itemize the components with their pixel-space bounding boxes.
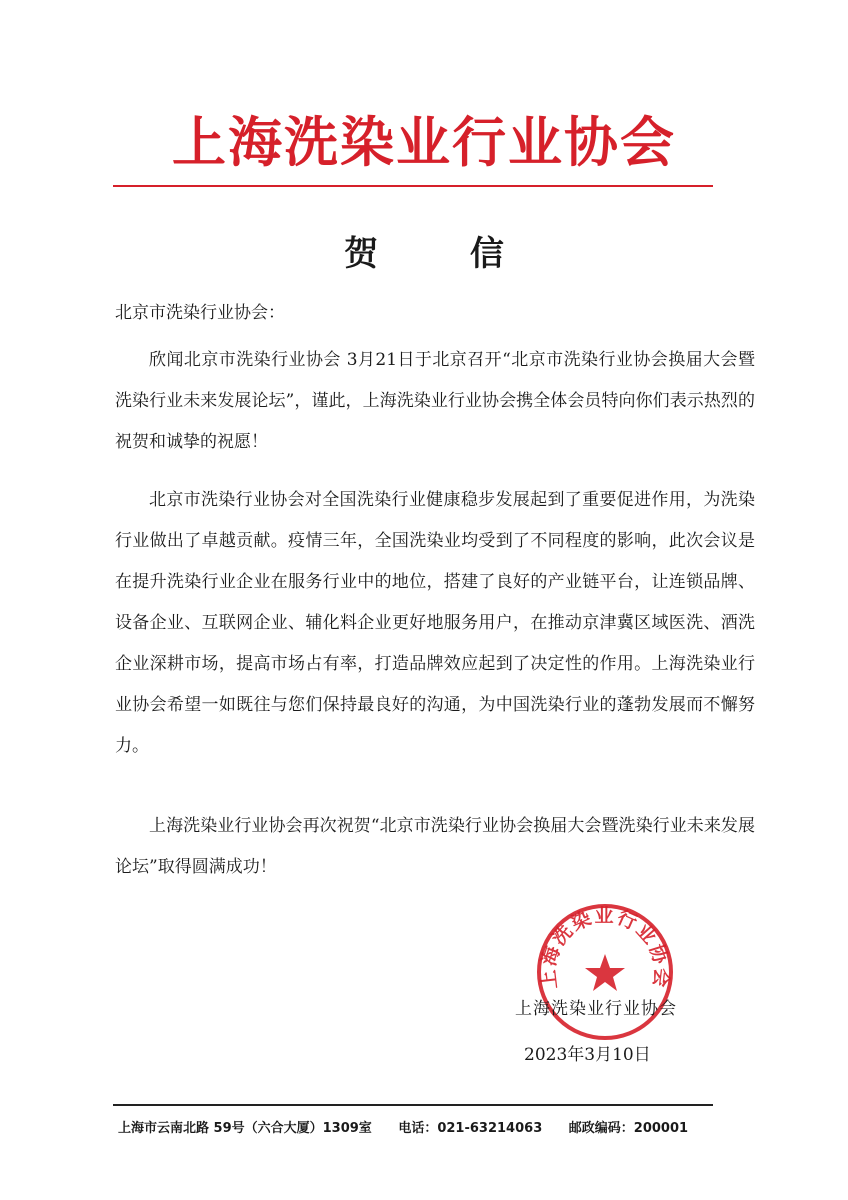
footer-phone: 电话：021-63214063: [398, 1121, 543, 1136]
signature-date: 2023年3月10日: [524, 1045, 651, 1065]
letter-title: 贺 信: [344, 234, 544, 274]
official-seal-stamp: [535, 902, 675, 1042]
footer-postcode: 邮政编码：200001: [568, 1121, 689, 1136]
letterhead-divider: [113, 185, 713, 187]
letterhead-organization: 上海洗染业行业协会: [172, 111, 676, 174]
seal-star-icon: [585, 954, 625, 991]
footer-contact: [118, 1117, 710, 1136]
seal-text: 上海洗染业行业协会: [537, 905, 673, 991]
letter-paragraph: 欣闻北京市洗染行业协会 3月21日于北京召开“北京市洗染行业协会换届大会暨洗染行业未来发展论坛”，谨此，上海洗染业行业协会携全体会员特向你们表示热烈的祝贺和诚挚的祝愿！: [115, 350, 755, 452]
footer-divider: [113, 1104, 713, 1106]
letter-paragraph: 北京市洗染行业协会对全国洗染行业健康稳步发展起到了重要促进作用，为洗染行业做出了卓越贡献。疫情三年，全国洗染业均受到了不同程度的影响，此次会议是在提升洗染行业企业在服务行业中的地位，搭建了良好的产业链平台，让连锁品牌、设备企业、互联网企业、辅化料企业更好地服务用户，在推动京津冀区域医洗、酒洗企业深耕市场，提高市场占有率，打造品牌效应起到了决定性的作用。上海洗染业行业协会希望一如既往与您们保持最良好的沟通，为中国洗染行业的蓬勃发展而不懈努力。: [115, 490, 755, 756]
signature-organization: 上海洗染业行业协会: [515, 999, 677, 1019]
letter-salutation: 北京市洗染行业协会：: [115, 303, 285, 323]
letter-paragraph: 上海洗染业行业协会再次祝贺“北京市洗染行业协会换届大会暨洗染行业未来发展论坛”取得圆满成功！: [115, 816, 755, 877]
footer-address: 上海市云南北路 59号（六合大厦）1309室: [118, 1121, 372, 1136]
